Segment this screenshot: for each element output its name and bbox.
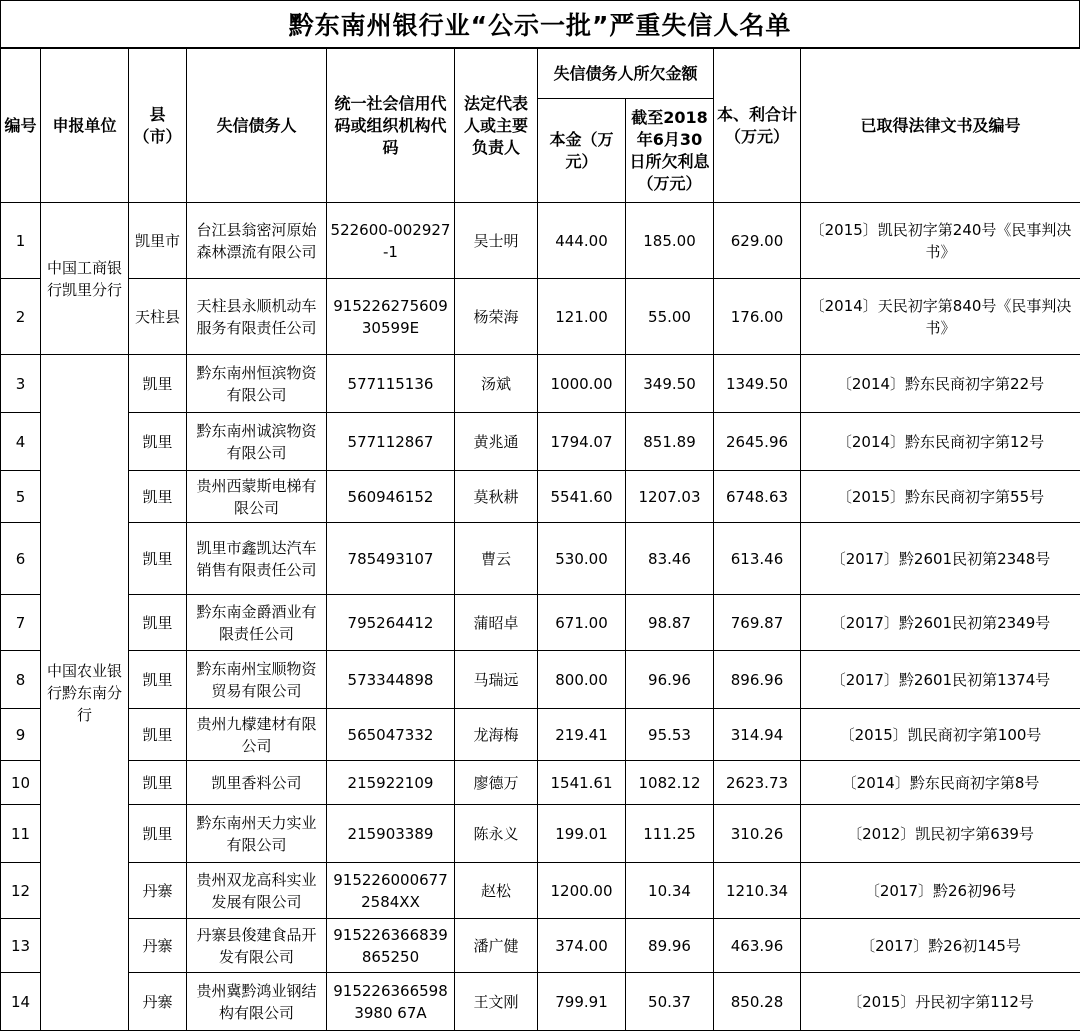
- table-row: [1, 595, 1080, 651]
- header-code: 统一社会信用代码或组织机构代码: [327, 49, 455, 203]
- representative-cell: 龙海梅: [455, 709, 538, 761]
- credit-code-cell: 577115136: [327, 355, 455, 413]
- credit-code-cell: 522600-002927-1: [327, 203, 455, 279]
- principal-cell: 374.00: [538, 919, 626, 973]
- legal-doc-cell: 〔2012〕凯民初字第639号: [801, 805, 1080, 863]
- table-row: [1, 709, 1080, 761]
- legal-doc-cell: 〔2017〕黔2601民初第1374号: [801, 651, 1080, 709]
- debtor-cell: 凯里香料公司: [187, 761, 327, 805]
- principal-cell: 219.41: [538, 709, 626, 761]
- total-cell: 850.28: [714, 973, 801, 1031]
- interest-cell: 1207.03: [626, 471, 714, 523]
- representative-cell: 蒲昭卓: [455, 595, 538, 651]
- interest-cell: 349.50: [626, 355, 714, 413]
- county-cell: 凯里: [129, 471, 187, 523]
- principal-cell: 671.00: [538, 595, 626, 651]
- interest-cell: 55.00: [626, 279, 714, 355]
- legal-doc-cell: 〔2015〕凯民商初字第100号: [801, 709, 1080, 761]
- table-row: [1, 973, 1080, 1031]
- credit-code-cell: 215903389: [327, 805, 455, 863]
- principal-cell: 800.00: [538, 651, 626, 709]
- header-no: 编号: [1, 49, 41, 203]
- credit-code-cell: 91522627560930599E: [327, 279, 455, 355]
- representative-cell: 汤斌: [455, 355, 538, 413]
- debtor-cell: 贵州双龙高科实业发展有限公司: [187, 863, 327, 919]
- table-row: [1, 761, 1080, 805]
- total-cell: 769.87: [714, 595, 801, 651]
- credit-code-cell: 9152263665983980 67A: [327, 973, 455, 1031]
- representative-cell: 王文刚: [455, 973, 538, 1031]
- debtor-cell: 黔东南金爵酒业有限责任公司: [187, 595, 327, 651]
- legal-doc-cell: 〔2017〕黔2601民初第2348号: [801, 523, 1080, 595]
- row-number: 10: [1, 761, 41, 805]
- credit-code-cell: 560946152: [327, 471, 455, 523]
- interest-cell: 50.37: [626, 973, 714, 1031]
- table-row: [1, 471, 1080, 523]
- interest-cell: 185.00: [626, 203, 714, 279]
- debtor-cell: 台江县翁密河原始森林漂流有限公司: [187, 203, 327, 279]
- debtor-cell: 黔东南州宝顺物资贸易有限公司: [187, 651, 327, 709]
- county-cell: 凯里: [129, 355, 187, 413]
- principal-cell: 1541.61: [538, 761, 626, 805]
- table-row: [1, 203, 1080, 279]
- representative-cell: 曹云: [455, 523, 538, 595]
- reporting-unit: 中国农业银行黔东南分行: [41, 355, 129, 1031]
- row-number: 8: [1, 651, 41, 709]
- interest-cell: 1082.12: [626, 761, 714, 805]
- representative-cell: 陈永义: [455, 805, 538, 863]
- table-row: [1, 863, 1080, 919]
- header-interest: 截至2018年6月30日所欠利息（万元）: [626, 99, 714, 203]
- legal-doc-cell: 〔2014〕黔东民商初字第8号: [801, 761, 1080, 805]
- county-cell: 凯里: [129, 523, 187, 595]
- principal-cell: 121.00: [538, 279, 626, 355]
- legal-doc-cell: 〔2014〕黔东民商初字第12号: [801, 413, 1080, 471]
- county-cell: 凯里: [129, 651, 187, 709]
- debtor-cell: 贵州冀黔鸿业钢结构有限公司: [187, 973, 327, 1031]
- legal-doc-cell: 〔2017〕黔26初145号: [801, 919, 1080, 973]
- total-cell: 1349.50: [714, 355, 801, 413]
- representative-cell: 马瑞远: [455, 651, 538, 709]
- table-row: [1, 279, 1080, 355]
- table-body: [1, 203, 1080, 1031]
- representative-cell: 潘广健: [455, 919, 538, 973]
- principal-cell: 1000.00: [538, 355, 626, 413]
- row-number: 6: [1, 523, 41, 595]
- representative-cell: 杨荣海: [455, 279, 538, 355]
- interest-cell: 111.25: [626, 805, 714, 863]
- table-row: [1, 413, 1080, 471]
- legal-doc-cell: 〔2014〕天民初字第840号《民事判决书》: [801, 279, 1080, 355]
- row-number: 1: [1, 203, 41, 279]
- interest-cell: 95.53: [626, 709, 714, 761]
- debtor-cell: 天柱县永顺机动车服务有限责任公司: [187, 279, 327, 355]
- credit-code-cell: 915226366839865250: [327, 919, 455, 973]
- county-cell: 凯里: [129, 761, 187, 805]
- principal-cell: 5541.60: [538, 471, 626, 523]
- principal-cell: 444.00: [538, 203, 626, 279]
- credit-code-cell: 565047332: [327, 709, 455, 761]
- table-row: [1, 651, 1080, 709]
- table-row: [1, 355, 1080, 413]
- debtor-cell: 丹寨县俊建食品开发有限公司: [187, 919, 327, 973]
- debtor-cell: 贵州九檬建材有限公司: [187, 709, 327, 761]
- legal-doc-cell: 〔2017〕黔2601民初第2349号: [801, 595, 1080, 651]
- legal-doc-cell: 〔2015〕丹民初字第112号: [801, 973, 1080, 1031]
- row-number: 14: [1, 973, 41, 1031]
- credit-code-cell: 785493107: [327, 523, 455, 595]
- principal-cell: 199.01: [538, 805, 626, 863]
- county-cell: 凯里: [129, 805, 187, 863]
- page-title: 黔东南州银行业“公示一批”严重失信人名单: [0, 0, 1080, 48]
- interest-cell: 10.34: [626, 863, 714, 919]
- row-number: 13: [1, 919, 41, 973]
- representative-cell: 莫秋耕: [455, 471, 538, 523]
- county-cell: 凯里市: [129, 203, 187, 279]
- debtor-cell: 凯里市鑫凯达汽车销售有限责任公司: [187, 523, 327, 595]
- debtor-cell: 黔东南州诚滨物资有限公司: [187, 413, 327, 471]
- credit-code-cell: 573344898: [327, 651, 455, 709]
- table-row: [1, 523, 1080, 595]
- header-owed-group: 失信债务人所欠金额: [538, 49, 714, 99]
- principal-cell: 799.91: [538, 973, 626, 1031]
- credit-code-cell: 577112867: [327, 413, 455, 471]
- total-cell: 896.96: [714, 651, 801, 709]
- table-row: [1, 805, 1080, 863]
- legal-doc-cell: 〔2015〕黔东民商初字第55号: [801, 471, 1080, 523]
- total-cell: 6748.63: [714, 471, 801, 523]
- total-cell: 1210.34: [714, 863, 801, 919]
- header-doc: 已取得法律文书及编号: [801, 49, 1080, 203]
- row-number: 2: [1, 279, 41, 355]
- credit-code-cell: 795264412: [327, 595, 455, 651]
- debtor-cell: 贵州西蒙斯电梯有限公司: [187, 471, 327, 523]
- credit-code-cell: 9152260006772584XX: [327, 863, 455, 919]
- interest-cell: 98.87: [626, 595, 714, 651]
- representative-cell: 吴士明: [455, 203, 538, 279]
- total-cell: 463.96: [714, 919, 801, 973]
- legal-doc-cell: 〔2015〕凯民初字第240号《民事判决书》: [801, 203, 1080, 279]
- legal-doc-cell: 〔2014〕黔东民商初字第22号: [801, 355, 1080, 413]
- total-cell: 2645.96: [714, 413, 801, 471]
- legal-doc-cell: 〔2017〕黔26初96号: [801, 863, 1080, 919]
- header-row-1: [1, 49, 1080, 99]
- county-cell: 丹寨: [129, 863, 187, 919]
- total-cell: 613.46: [714, 523, 801, 595]
- debtor-cell: 黔东南州天力实业有限公司: [187, 805, 327, 863]
- row-number: 9: [1, 709, 41, 761]
- header-unit: 申报单位: [41, 49, 129, 203]
- header-principal: 本金（万元）: [538, 99, 626, 203]
- representative-cell: 黄兆通: [455, 413, 538, 471]
- header-county: 县（市）: [129, 49, 187, 203]
- credit-code-cell: 215922109: [327, 761, 455, 805]
- row-number: 3: [1, 355, 41, 413]
- row-number: 12: [1, 863, 41, 919]
- county-cell: 丹寨: [129, 973, 187, 1031]
- reporting-unit: 中国工商银行凯里分行: [41, 203, 129, 355]
- header-debtor: 失信债务人: [187, 49, 327, 203]
- total-cell: 629.00: [714, 203, 801, 279]
- row-number: 7: [1, 595, 41, 651]
- total-cell: 314.94: [714, 709, 801, 761]
- interest-cell: 851.89: [626, 413, 714, 471]
- county-cell: 凯里: [129, 709, 187, 761]
- total-cell: 176.00: [714, 279, 801, 355]
- principal-cell: 1794.07: [538, 413, 626, 471]
- debtor-cell: 黔东南州恒滨物资有限公司: [187, 355, 327, 413]
- blacklist-table: [0, 48, 1080, 1031]
- interest-cell: 96.96: [626, 651, 714, 709]
- representative-cell: 廖德万: [455, 761, 538, 805]
- header-rep: 法定代表人或主要负责人: [455, 49, 538, 203]
- county-cell: 天柱县: [129, 279, 187, 355]
- county-cell: 丹寨: [129, 919, 187, 973]
- principal-cell: 1200.00: [538, 863, 626, 919]
- row-number: 5: [1, 471, 41, 523]
- row-number: 4: [1, 413, 41, 471]
- total-cell: 2623.73: [714, 761, 801, 805]
- table-row: [1, 919, 1080, 973]
- total-cell: 310.26: [714, 805, 801, 863]
- representative-cell: 赵松: [455, 863, 538, 919]
- interest-cell: 89.96: [626, 919, 714, 973]
- header-total: 本、利合计（万元）: [714, 49, 801, 203]
- interest-cell: 83.46: [626, 523, 714, 595]
- principal-cell: 530.00: [538, 523, 626, 595]
- county-cell: 凯里: [129, 413, 187, 471]
- county-cell: 凯里: [129, 595, 187, 651]
- row-number: 11: [1, 805, 41, 863]
